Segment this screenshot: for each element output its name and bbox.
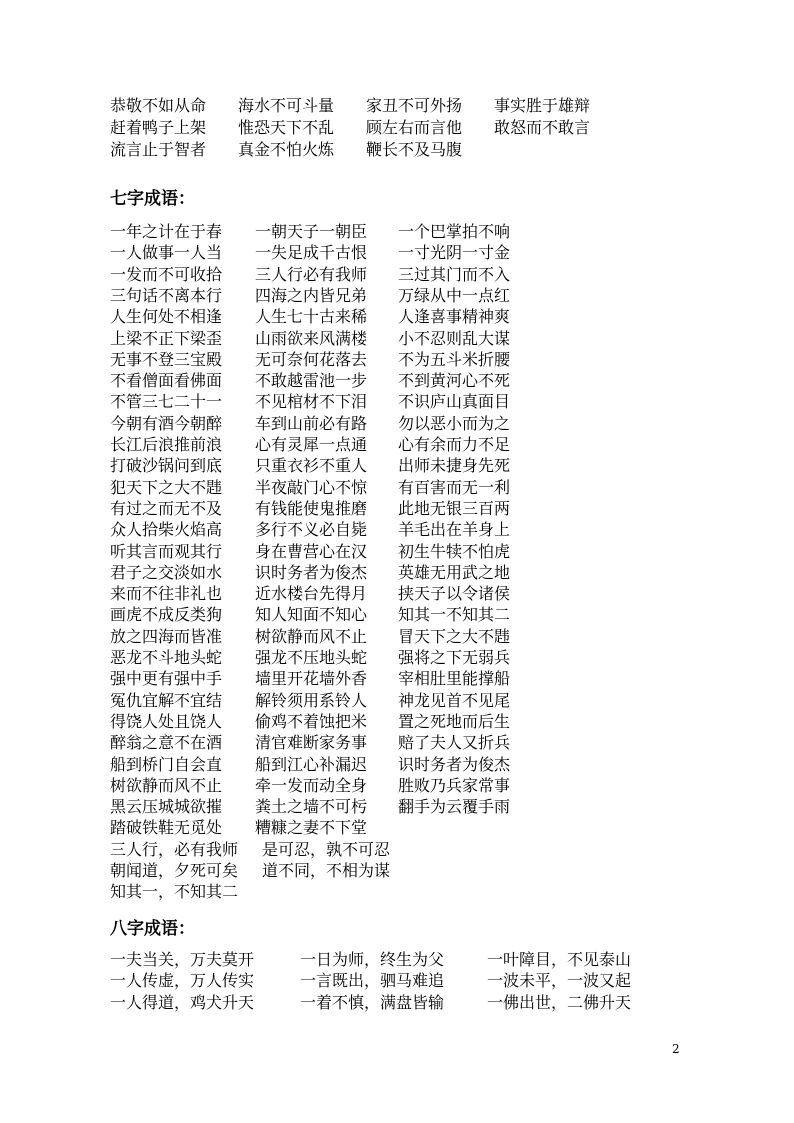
- idiom: 挟天子以令诸侯: [398, 584, 511, 604]
- idiom: 听其言而观其行: [110, 541, 223, 561]
- idiom: 流言止于智者: [110, 140, 207, 159]
- idiom: 恭敬不如从命: [110, 96, 207, 115]
- idiom: 敢怒而不敢言: [494, 118, 591, 137]
- idiom: 近水楼台先得月: [255, 584, 368, 604]
- idiom: 不到黄河心不死: [398, 371, 511, 391]
- idiom: 英雄无用武之地: [398, 562, 511, 582]
- idiom: 出师未捷身先死: [398, 456, 511, 476]
- idiom: 一寸光阴一寸金: [398, 243, 511, 263]
- idiom: 海水不可斗量: [238, 96, 335, 115]
- idiom: 朝闻道，夕死可矣: [110, 861, 239, 880]
- idiom: 一发而不可收拾: [110, 264, 223, 284]
- idiom: 心有余而力不足: [398, 435, 511, 454]
- idiom: 置之死地而后生: [398, 711, 511, 731]
- idiom: 识时务者为俊杰: [255, 562, 368, 582]
- idiom: 一年之计在于春: [110, 222, 223, 241]
- idiom: 不管三七二十一: [110, 392, 223, 412]
- idiom: 墙里开花墙外香: [255, 669, 368, 689]
- idiom: 解铃须用系铃人: [255, 690, 368, 710]
- idiom: 画虎不成反类狗: [110, 605, 223, 625]
- idiom: 来而不往非礼也: [110, 584, 223, 604]
- idiom: 真金不怕火炼: [238, 140, 335, 159]
- idiom: 牵一发而动全身: [255, 775, 368, 795]
- idiom: 不看僧面看佛面: [110, 371, 223, 391]
- idiom: 胜败乃兵家常事: [398, 775, 511, 795]
- idiom: 一日为师，终生为父: [300, 950, 445, 969]
- idiom: 三过其门而不入: [398, 264, 511, 284]
- idiom: 有过之而无不及: [110, 498, 223, 518]
- idiom: 犯天下之大不韪: [110, 477, 223, 497]
- idiom: 小不忍则乱大谋: [398, 328, 511, 348]
- idiom: 清官难断家务事: [255, 733, 368, 753]
- idiom: 一着不慎，满盘皆输: [300, 992, 445, 1012]
- idiom: 强将之下无弱兵: [398, 648, 511, 667]
- idiom: 家丑不可外扬: [366, 96, 463, 115]
- idiom: 多行不义必自毙: [255, 520, 368, 540]
- idiom: 人生七十古来稀: [255, 307, 368, 327]
- idiom: 偷鸡不着蚀把米: [255, 711, 368, 731]
- idiom: 初生牛犊不怕虎: [398, 541, 511, 561]
- idiom: 山雨欲来风满楼: [255, 328, 368, 348]
- idiom: 一人得道，鸡犬升天: [110, 992, 255, 1012]
- idiom: 树欲静而风不止: [255, 626, 368, 646]
- idiom: 无事不登三宝殿: [110, 349, 223, 369]
- idiom: 一波未平，一波又起: [487, 971, 632, 991]
- idiom: 船到桥门自会直: [110, 754, 223, 774]
- idiom: 半夜敲门心不惊: [255, 477, 368, 497]
- idiom: 羊毛出在羊身上: [398, 520, 511, 540]
- idiom: 道不同，不相为谋: [262, 861, 391, 880]
- idiom: 是可忍，孰不可忍: [262, 839, 391, 859]
- idiom: 有钱能使鬼推磨: [255, 498, 368, 518]
- idiom: 一夫当关，万夫莫开: [110, 950, 255, 969]
- idiom: 一失足成千古恨: [255, 243, 368, 263]
- idiom: 知其一，不知其二: [110, 882, 239, 902]
- idiom: 一人传虚，万人传实: [110, 971, 255, 991]
- idiom: 冤仇宜解不宜结: [110, 690, 223, 710]
- idiom: 四海之内皆兄弟: [255, 285, 368, 305]
- idiom: 得饶人处且饶人: [110, 711, 223, 731]
- idiom: 有百害而无一利: [398, 477, 511, 497]
- idiom: 打破沙锅问到底: [110, 456, 223, 476]
- page-number: 2: [672, 1042, 680, 1056]
- idiom: 恶龙不斗地头蛇: [110, 648, 223, 667]
- idiom: 人逢喜事精神爽: [398, 307, 511, 327]
- idiom: 神龙见首不见尾: [398, 690, 511, 710]
- idiom: 船到江心补漏迟: [255, 754, 368, 774]
- idiom: 强中更有强中手: [110, 669, 223, 689]
- idiom: 一叶障目，不见泰山: [487, 950, 632, 969]
- idiom: 不为五斗米折腰: [398, 349, 511, 369]
- idiom: 一佛出世，二佛升天: [487, 992, 632, 1012]
- idiom: 无可奈何花落去: [255, 349, 368, 369]
- idiom: 惟恐天下不乱: [238, 118, 335, 137]
- idiom: 粪土之墙不可杇: [255, 797, 368, 817]
- idiom: 一个巴掌拍不响: [398, 222, 511, 241]
- idiom: 不识庐山真面目: [398, 392, 511, 412]
- idiom: 身在曹营心在汉: [255, 541, 368, 561]
- idiom: 强龙不压地头蛇: [255, 648, 368, 667]
- idiom: 事实胜于雄辩: [494, 96, 591, 115]
- idiom: 不见棺材不下泪: [255, 392, 368, 412]
- idiom: 一言既出，驷马难追: [300, 971, 445, 991]
- idiom: 鞭长不及马腹: [366, 140, 463, 159]
- idiom: 树欲静而风不止: [110, 775, 223, 795]
- idiom: 赔了夫人又折兵: [398, 733, 511, 753]
- idiom: 翻手为云覆手雨: [398, 797, 511, 817]
- section-heading-eight-char: 八字成语：: [110, 919, 195, 939]
- idiom: 万绿从中一点红: [398, 285, 511, 305]
- idiom: 黑云压城城欲摧: [110, 797, 223, 817]
- idiom: 糟糠之妻不下堂: [255, 818, 368, 838]
- idiom: 识时务者为俊杰: [398, 754, 511, 774]
- idiom: 上梁不正下梁歪: [110, 328, 223, 348]
- idiom: 今朝有酒今朝醉: [110, 413, 223, 433]
- idiom: 人生何处不相逢: [110, 307, 223, 327]
- idiom: 冒天下之大不韪: [398, 626, 511, 646]
- idiom: 此地无银三百两: [398, 498, 511, 518]
- idiom: 车到山前必有路: [255, 413, 368, 433]
- idiom: 知其一不知其二: [398, 605, 511, 625]
- idiom: 三人行，必有我师: [110, 839, 239, 859]
- idiom: 知人知面不知心: [255, 605, 368, 625]
- idiom: 踏破铁鞋无觅处: [110, 818, 223, 838]
- idiom: 君子之交淡如水: [110, 562, 223, 582]
- idiom: 醉翁之意不在酒: [110, 733, 223, 753]
- idiom: 放之四海而皆准: [110, 626, 223, 646]
- idiom: 众人拾柴火焰高: [110, 520, 223, 540]
- idiom: 宰相肚里能撑船: [398, 669, 511, 689]
- idiom: 一人做事一人当: [110, 243, 223, 263]
- idiom: 不敢越雷池一步: [255, 371, 368, 391]
- idiom: 顾左右而言他: [366, 118, 463, 137]
- idiom: 只重衣衫不重人: [255, 456, 368, 476]
- idiom: 一朝天子一朝臣: [255, 222, 368, 241]
- idiom: 三句话不离本行: [110, 285, 223, 305]
- section-heading-seven-char: 七字成语：: [110, 189, 195, 209]
- idiom: 赶着鸭子上架: [110, 118, 207, 137]
- idiom: 三人行必有我师: [255, 264, 368, 284]
- idiom: 长江后浪推前浪: [110, 435, 223, 454]
- idiom: 心有灵犀一点通: [255, 435, 368, 454]
- idiom: 勿以恶小而为之: [398, 413, 511, 433]
